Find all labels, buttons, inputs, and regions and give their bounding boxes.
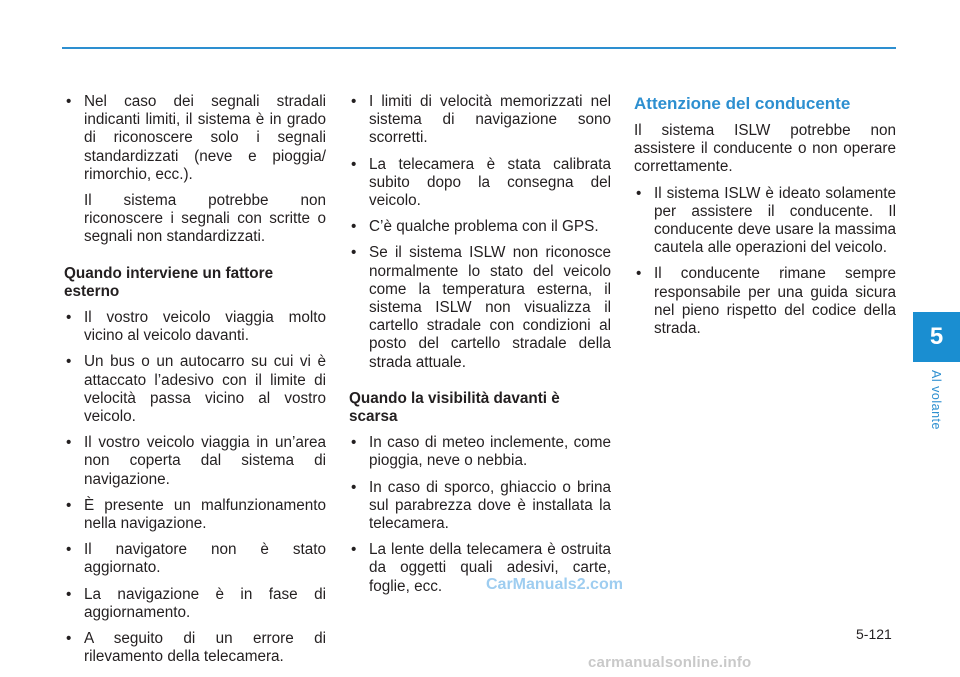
list-item: • In caso di meteo inclemente, come pioggia, neve o nebbia. [349, 434, 611, 470]
list-poor-visibility [349, 434, 611, 596]
chapter-label: Al volante [929, 370, 943, 430]
section-heading-poor-visibility: Quando la visibilità davanti è scarsa [349, 389, 560, 426]
list-item: • I limiti di velocità memorizzati nel sistema di navigazione sono scorretti. [349, 93, 611, 148]
note-paragraph: Il sistema potrebbe non riconoscere i segnali con scritte o segnali non standardizzati. [84, 192, 326, 246]
list-external-factors [64, 309, 326, 666]
list-item: • In caso di sporco, ghiaccio o brina sul parabrezza dove è installata la telecamera. [349, 479, 611, 534]
list-item: • Il navigatore non è stato aggiornato. [64, 541, 326, 577]
list-item: • La lente della telecamera è ostruita da oggetti quali adesivi, carte, foglie, ecc. [349, 541, 611, 596]
list-item: • La telecamera è stata calibrata subito dopo la consegna del veicolo. [349, 156, 611, 211]
list-item: • Nel caso dei segnali stradali indicanti limiti, il sistema è in grado di riconoscere solo i segnali standardizzati (neve e pioggia/ rimorchio, ecc.). [64, 93, 326, 184]
list-item: • È presente un malfunzionamento nella navigazione. [64, 497, 326, 533]
page-number: 5-121 [856, 626, 892, 642]
list-item: • Se il sistema ISLW non riconosce normalmente lo stato del veicolo come la temperatura esterna, il sistema ISLW non visualizza il cartello stradale con condizioni al posto del cartello stradale della strada attuale. [349, 244, 611, 371]
section-title-driver-attention: Attenzione del conducente [634, 94, 851, 113]
section-heading-external-factor: Quando interviene un fattore esterno [64, 264, 274, 300]
list-item: • Un bus o un autocarro su cui vi è attaccato l’adesivo con il limite di velocità passa vicino al vostro veicolo. [64, 353, 326, 426]
top-rule [62, 47, 896, 49]
list-item: • Il vostro veicolo viaggia in un’area non coperta dal sistema di navigazione. [64, 434, 326, 489]
list-item: • La navigazione è in fase di aggiornamento. [64, 586, 326, 622]
list-system-conditions [349, 93, 611, 372]
intro-paragraph: Il sistema ISLW potrebbe non assistere il conducente o non operare correttamente. [634, 122, 896, 176]
list-item: • C’è qualche problema con il GPS. [349, 218, 611, 236]
list-item: • A seguito di un errore di rilevamento della telecamera. [64, 630, 326, 666]
chapter-tab: 5 [913, 312, 960, 362]
list-limit-signs [64, 93, 326, 184]
list-driver-responsibility [634, 185, 896, 339]
column-1 [64, 93, 326, 674]
footer-watermark: carmanualsonline.info [588, 654, 752, 671]
column-2 [349, 93, 611, 604]
watermark: CarManuals2.com [486, 576, 623, 593]
list-item: • Il vostro veicolo viaggia molto vicino al veicolo davanti. [64, 309, 326, 345]
column-3 [634, 94, 896, 346]
list-item: • Il conducente rimane sempre responsabile per una guida sicura nel pieno rispetto del codice della strada. [634, 265, 896, 338]
list-item: • Il sistema ISLW è ideato solamente per assistere il conducente. Il conducente deve usare la massima cautela alle operazioni del veicolo. [634, 185, 896, 258]
